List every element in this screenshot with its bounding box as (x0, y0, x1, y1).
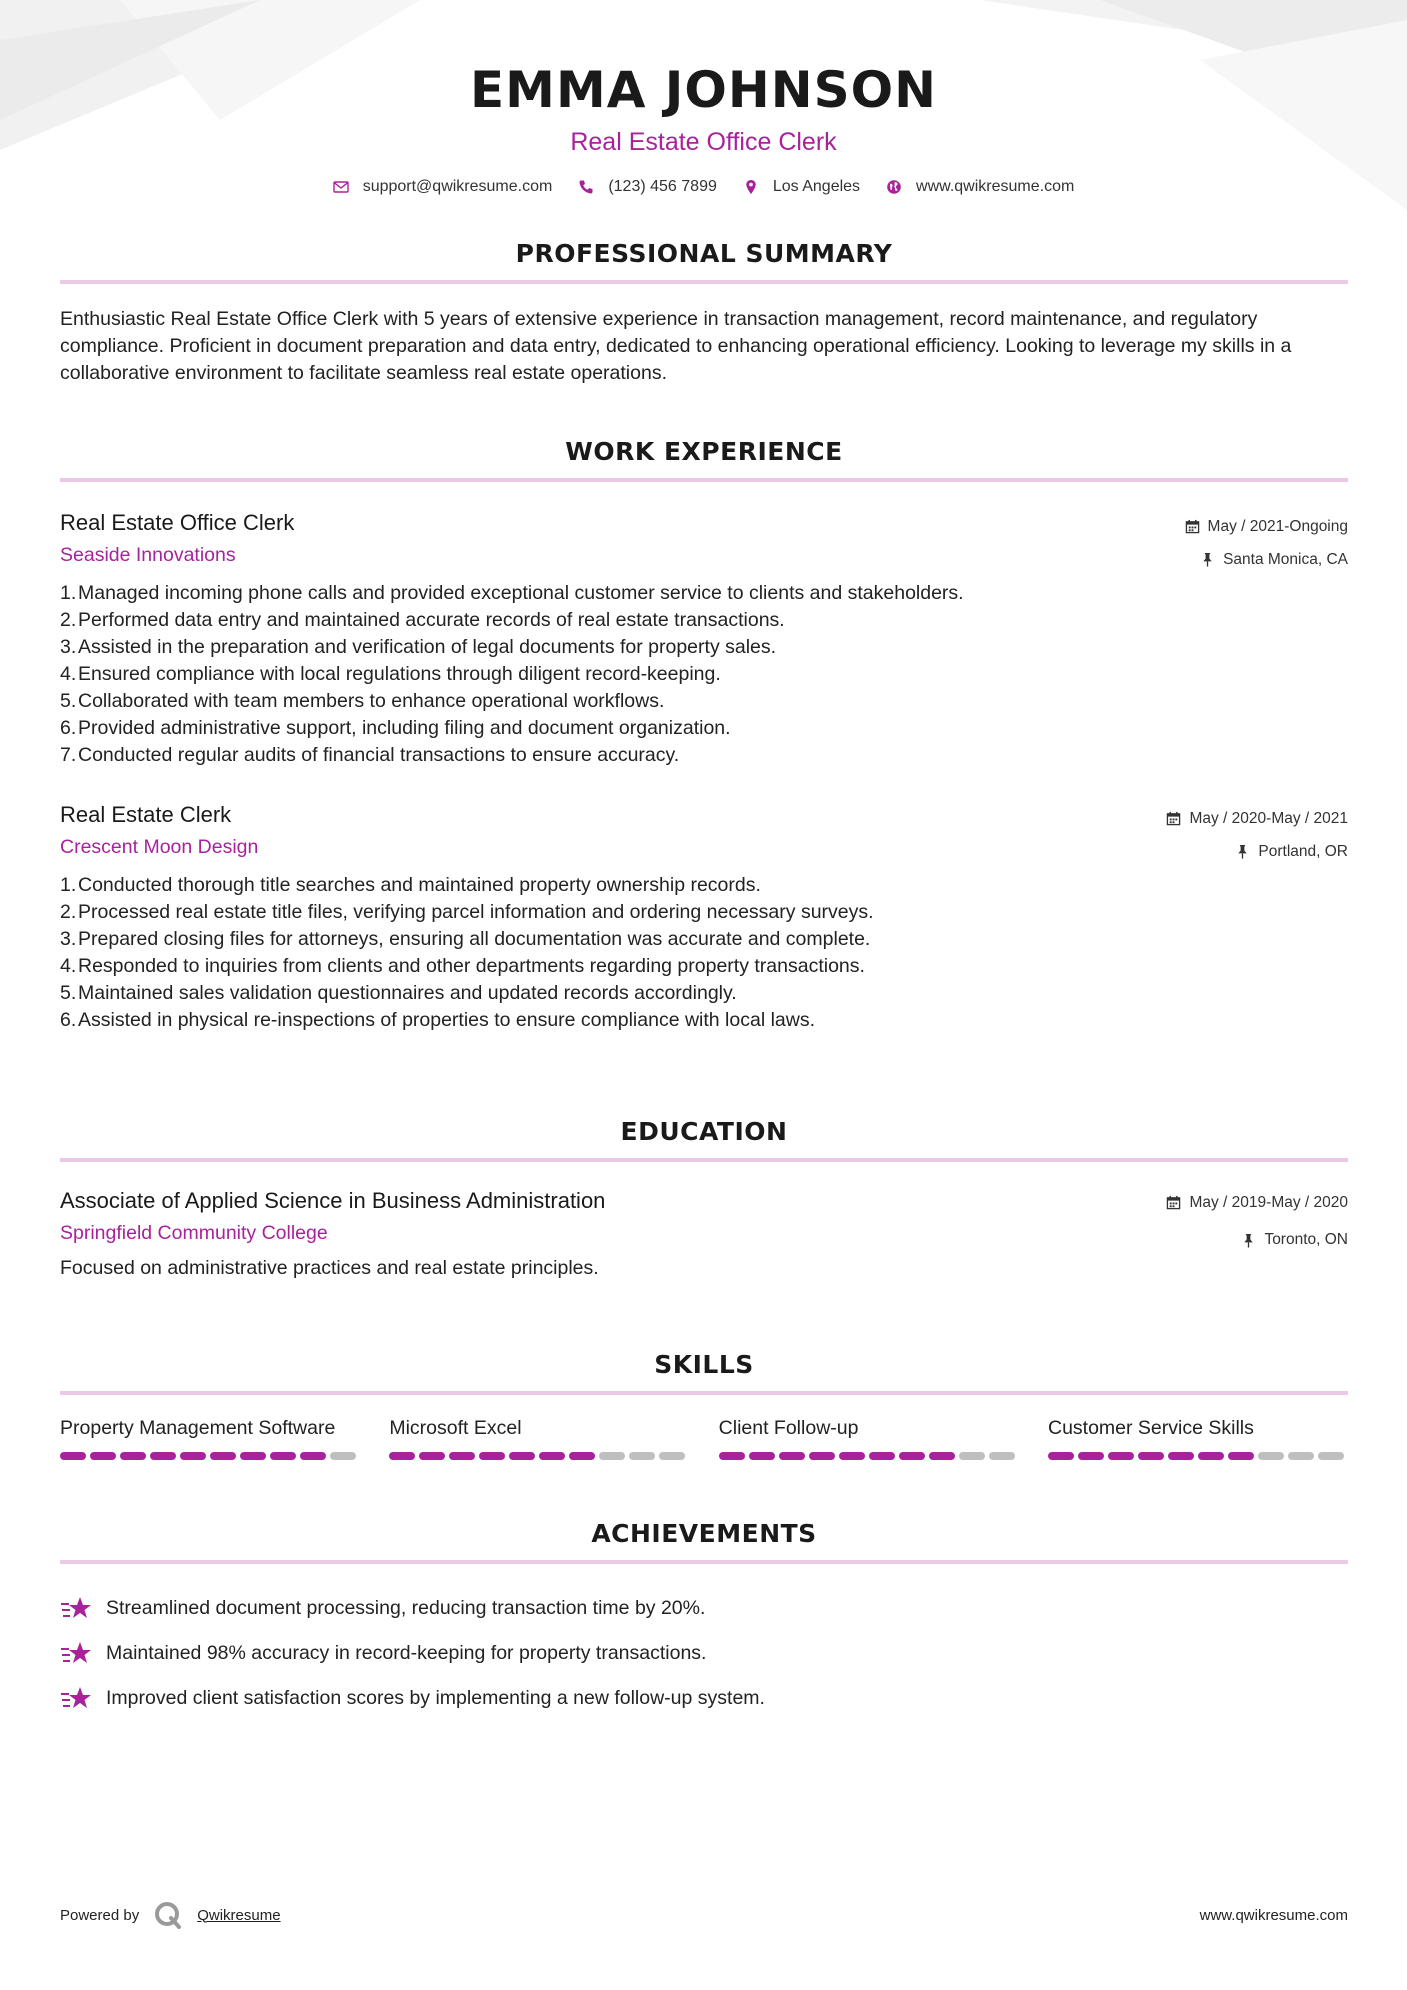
list-item: 6. Provided administrative support, including filing and document organization. (60, 717, 731, 739)
star-icon (60, 1685, 92, 1713)
skill-level-segment (1258, 1452, 1284, 1460)
skill-item (60, 1415, 360, 1460)
achievement-text: Maintained 98% accuracy in record-keeping for property transactions. (106, 1642, 707, 1664)
list-item: 3. Assisted in the preparation and verification of legal documents for property sales. (60, 636, 777, 658)
list-item: 5. Collaborated with team members to enhance operational workflows. (60, 690, 665, 712)
skill-level-segment (539, 1452, 565, 1460)
skill-level-segment (1288, 1452, 1314, 1460)
location-text: Los Angeles (772, 178, 861, 195)
achievement-text: Improved client satisfaction scores by implementing a new follow-up system. (106, 1687, 765, 1709)
skill-level-segment (1198, 1452, 1224, 1460)
skill-level-segment (989, 1452, 1015, 1460)
skill-level-segment (389, 1452, 415, 1460)
job-meta (1166, 802, 1348, 868)
section-divider (60, 478, 1348, 482)
skill-name: Customer Service Skills (1047, 1417, 1254, 1439)
skill-level-bar (719, 1452, 1019, 1460)
list-item: 4. Responded to inquiries from clients and other departments regarding property transactions. (60, 955, 865, 977)
job-entry (60, 800, 1348, 1034)
qwikresume-logo-icon (153, 1900, 183, 1930)
powered-by (60, 1900, 281, 1930)
job-dates: May / 2021-Ongoing (1207, 517, 1348, 535)
job-title: Real Estate Clerk (60, 802, 232, 827)
pushpin-icon (1241, 1233, 1256, 1248)
skills-heading: SKILLS (654, 1350, 754, 1379)
contact-phone[interactable] (578, 178, 717, 196)
pushpin-icon (1200, 552, 1215, 567)
star-icon (60, 1595, 92, 1623)
skill-level-bar (1048, 1452, 1348, 1460)
skill-level-segment (1168, 1452, 1194, 1460)
job-title: Real Estate Office Clerk (60, 510, 295, 535)
job-dates: May / 2020-May / 2021 (1189, 809, 1348, 827)
school-name: Springfield Community College (60, 1222, 328, 1244)
achievement-item (60, 1676, 1348, 1721)
list-item: 2. Processed real estate title files, verifying parcel information and ordering necessary surveys. (60, 901, 874, 923)
skill-level-segment (779, 1452, 805, 1460)
skill-name: Client Follow-up (718, 1417, 859, 1439)
achievements-heading: ACHIEVEMENTS (591, 1519, 817, 1548)
skill-level-segment (569, 1452, 595, 1460)
list-item: 6. Assisted in physical re-inspections of properties to ensure compliance with local laws. (60, 1009, 816, 1031)
skill-level-segment (809, 1452, 835, 1460)
skill-level-segment (1078, 1452, 1104, 1460)
skill-level-segment (210, 1452, 236, 1460)
calendar-icon (1185, 519, 1200, 534)
email-text: support@qwikresume.com (362, 178, 553, 195)
skill-level-bar (389, 1452, 689, 1460)
list-item: 3. Prepared closing files for attorneys, ensuring all documentation was accurate and complete. (60, 928, 871, 950)
job-duties-list (60, 580, 1348, 769)
skill-level-segment (150, 1452, 176, 1460)
company-name: Seaside Innovations (60, 544, 236, 566)
skill-level-segment (90, 1452, 116, 1460)
section-divider (60, 1391, 1348, 1395)
summary-section (60, 238, 1348, 387)
list-item: 4. Ensured compliance with local regulations through diligent record-keeping. (60, 663, 721, 685)
website-text: www.qwikresume.com (916, 178, 1075, 195)
section-divider (60, 1560, 1348, 1564)
skill-level-segment (1048, 1452, 1074, 1460)
skill-level-segment (449, 1452, 475, 1460)
skill-level-segment (629, 1452, 655, 1460)
map-pin-icon (743, 179, 759, 195)
skill-level-bar (60, 1452, 360, 1460)
contact-email[interactable] (333, 178, 553, 196)
section-divider (60, 1158, 1348, 1162)
skill-level-segment (899, 1452, 925, 1460)
skill-level-segment (749, 1452, 775, 1460)
skill-level-segment (719, 1452, 745, 1460)
footer-website-link[interactable]: www.qwikresume.com (1199, 1906, 1348, 1924)
job-entry (60, 508, 1348, 769)
skill-level-segment (509, 1452, 535, 1460)
resume-header (0, 58, 1407, 196)
education-entry (60, 1186, 1348, 1282)
skill-level-segment (1108, 1452, 1134, 1460)
skill-name: Property Management Software (60, 1417, 336, 1439)
job-meta (1185, 510, 1348, 576)
skill-level-segment (1228, 1452, 1254, 1460)
summary-heading: PROFESSIONAL SUMMARY (515, 239, 893, 268)
list-item: 1. Managed incoming phone calls and provided exceptional customer service to clients and stakeholders. (60, 582, 964, 604)
education-location: Toronto, ON (1264, 1231, 1348, 1248)
achievements-section (60, 1518, 1348, 1721)
skill-level-segment (1318, 1452, 1344, 1460)
education-description: Focused on administrative practices and real estate principles. (60, 1257, 599, 1279)
achievement-item (60, 1631, 1348, 1676)
powered-by-label: Powered by (60, 1906, 140, 1924)
contact-bar (0, 178, 1407, 196)
phone-text: (123) 456 7899 (608, 178, 717, 195)
achievement-item (60, 1586, 1348, 1631)
skills-list (60, 1415, 1348, 1460)
experience-section (60, 436, 1348, 1034)
section-divider (60, 280, 1348, 284)
globe-icon (886, 179, 902, 195)
company-name: Crescent Moon Design (60, 836, 259, 858)
skill-level-segment (300, 1452, 326, 1460)
pushpin-icon (1235, 844, 1250, 859)
skills-section (60, 1349, 1348, 1460)
skill-level-segment (959, 1452, 985, 1460)
calendar-icon (1166, 811, 1181, 826)
education-section (60, 1116, 1348, 1282)
skill-level-segment (839, 1452, 865, 1460)
list-item: 1. Conducted thorough title searches and maintained property ownership records. (60, 874, 761, 896)
job-duties-list (60, 872, 1348, 1034)
degree-title: Associate of Applied Science in Business Administration (60, 1188, 606, 1213)
brand-link[interactable]: Qwikresume (197, 1906, 281, 1924)
achievements-list (60, 1586, 1348, 1721)
achievement-text: Streamlined document processing, reducing transaction time by 20%. (106, 1597, 706, 1619)
skill-level-segment (929, 1452, 955, 1460)
skill-level-segment (869, 1452, 895, 1460)
skill-level-segment (120, 1452, 146, 1460)
skill-level-segment (419, 1452, 445, 1460)
summary-text: Enthusiastic Real Estate Office Clerk with 5 years of extensive experience in transaction management, record maintenance, and regulatory compliance. Proficient in document preparation and data entry, dedicated to enhancing operational efficiency. Looking to leverage my skills in a collaborative environment to facilitate seamless real estate operations. (60, 308, 1292, 384)
skill-item (719, 1415, 1019, 1460)
skill-level-segment (240, 1452, 266, 1460)
skill-level-segment (180, 1452, 206, 1460)
candidate-name: EMMA JOHNSON (470, 61, 937, 119)
contact-website[interactable] (886, 178, 1074, 196)
phone-icon (578, 179, 594, 195)
skill-level-segment (599, 1452, 625, 1460)
education-meta (1166, 1186, 1348, 1261)
skill-level-segment (270, 1452, 296, 1460)
page-footer (60, 1900, 1348, 1930)
skill-level-segment (479, 1452, 505, 1460)
job-location: Santa Monica, CA (1223, 550, 1348, 568)
star-icon (60, 1640, 92, 1668)
contact-location (743, 178, 860, 196)
education-heading: EDUCATION (620, 1117, 788, 1146)
skill-level-segment (330, 1452, 356, 1460)
job-location: Portland, OR (1258, 842, 1348, 860)
skill-item (1048, 1415, 1348, 1460)
experience-heading: WORK EXPERIENCE (565, 437, 843, 466)
skill-name: Microsoft Excel (389, 1417, 522, 1439)
list-item: 7. Conducted regular audits of financial transactions to ensure accuracy. (60, 744, 680, 766)
skill-level-segment (60, 1452, 86, 1460)
skill-level-segment (659, 1452, 685, 1460)
candidate-title: Real Estate Office Clerk (570, 128, 837, 156)
skill-item (389, 1415, 689, 1460)
skill-level-segment (1138, 1452, 1164, 1460)
education-dates: May / 2019-May / 2020 (1189, 1193, 1348, 1211)
list-item: 2. Performed data entry and maintained accurate records of real estate transactions. (60, 609, 785, 631)
list-item: 5. Maintained sales validation questionnaires and updated records accordingly. (60, 982, 737, 1004)
envelope-icon (333, 179, 349, 195)
calendar-icon (1166, 1195, 1181, 1210)
